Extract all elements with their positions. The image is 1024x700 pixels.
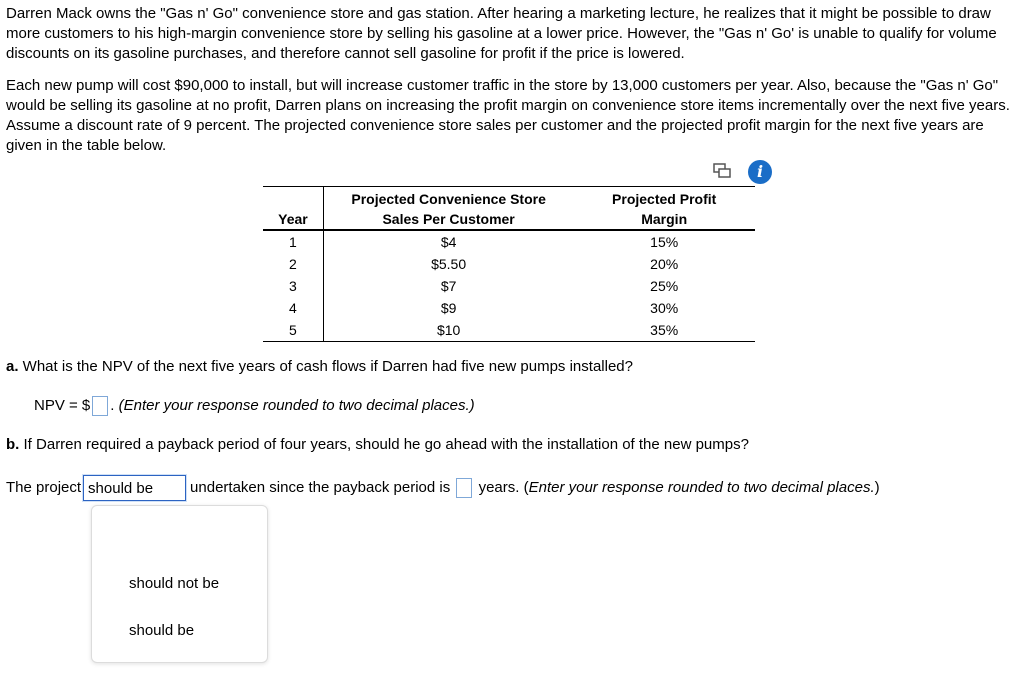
project-prefix: The project	[6, 478, 82, 496]
header-year: Year	[263, 187, 323, 231]
cell-margin: 30%	[650, 300, 679, 316]
project-dropdown[interactable]: should be	[83, 475, 186, 501]
cell-sales: $10	[323, 319, 573, 342]
payback-hint-open: (	[523, 478, 529, 496]
project-answer-line	[6, 475, 880, 501]
problem-paragraph-2: Each new pump will cost $90,000 to install, but will increase customer traffic in the store by 13,000 customers per year. Also, because the "Gas n' Go" would be selling its gasoline at no profit, Darren plans on increasing the profit margin on convenience store items incrementally over the next five years. Assume a discount rate of 9 percent. The projected convenience store sales per customer and the projected profit margin for the next five years are given in the table below.	[6, 77, 1010, 154]
option-should-not-be[interactable]: should not be	[129, 575, 220, 592]
cell-margin: 15%	[650, 234, 679, 250]
payback-hint-close: )	[874, 478, 880, 496]
header-margin-line2: Margin	[641, 211, 688, 227]
cell-year: 2	[263, 253, 323, 275]
header-sales-line1: Projected Convenience Store	[351, 191, 546, 207]
npv-hint: (Enter your response rounded to two decimal places.)	[118, 397, 475, 414]
question-b	[6, 435, 749, 455]
question-b-label: b.	[6, 436, 20, 453]
cell-year: 4	[263, 297, 323, 319]
copy-icon[interactable]	[712, 162, 732, 185]
data-table	[263, 186, 755, 342]
cell-year: 3	[263, 275, 323, 297]
cell-sales: $7	[440, 278, 457, 294]
table-row	[263, 230, 755, 253]
problem-paragraph-1: Darren Mack owns the "Gas n' Go" convenience store and gas station. After hearing a marketing lecture, he realizes that it might be possible to draw more customers to his high-margin convenience store by selling his gasoline at a lower price. However, the "Gas n' Go' is unable to qualify for volume discounts on its gasoline purchases, and therefore cannot sell gasoline for profit if the price is lowered.	[6, 5, 997, 62]
cell-year: 1	[263, 230, 323, 253]
cell-sales: $9	[440, 300, 457, 316]
header-margin-line1: Projected Profit	[612, 191, 717, 207]
table-row	[263, 253, 755, 275]
npv-answer-line: NPV = $ . (Enter your response rounded to two decimal places.)	[34, 396, 475, 416]
question-a	[6, 357, 633, 377]
cell-margin: 35%	[573, 319, 755, 342]
table-header-row	[263, 187, 755, 231]
header-sales-line2: Sales Per Customer	[382, 211, 515, 227]
header-sales	[323, 187, 573, 231]
table-row	[263, 319, 755, 342]
question-b-text: If Darren required a payback period of four years, should he go ahead with the installation of the new pumps?	[19, 436, 749, 453]
dropdown-menu	[91, 505, 268, 663]
cell-year: 5	[263, 319, 323, 342]
cell-margin: 20%	[650, 256, 679, 272]
cell-sales: $5.50	[431, 256, 467, 272]
table-row	[263, 275, 755, 297]
info-icon[interactable]: i	[748, 160, 772, 184]
years-label: years.	[478, 478, 520, 496]
question-a-text: What is the NPV of the next five years of cash flows if Darren had five new pumps installed?	[18, 358, 633, 375]
table-row	[263, 297, 755, 319]
header-margin	[573, 187, 755, 231]
payback-hint: Enter your response rounded to two decimal places.	[528, 478, 875, 496]
question-a-label: a.	[6, 358, 19, 375]
project-middle-text: undertaken since the payback period is	[190, 478, 451, 496]
npv-input[interactable]	[92, 396, 108, 416]
cell-margin: 25%	[650, 278, 679, 294]
cell-sales: $4	[440, 234, 457, 250]
payback-input[interactable]	[456, 478, 472, 498]
npv-prefix: NPV = $	[34, 397, 91, 414]
option-should-be[interactable]: should be	[129, 622, 195, 639]
